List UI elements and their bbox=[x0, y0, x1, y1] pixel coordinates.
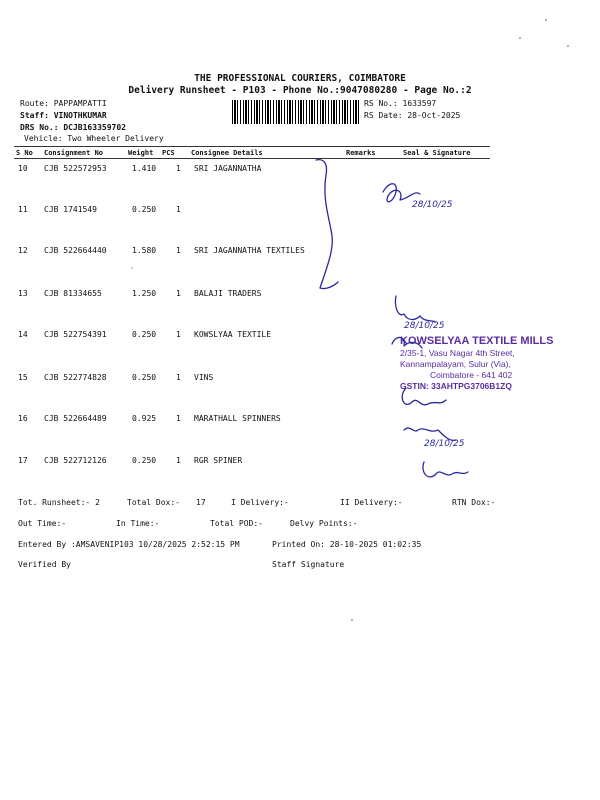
tot-runsheet: Tot. Runsheet:- 2 bbox=[18, 498, 100, 507]
col-remarks: Remarks bbox=[346, 149, 376, 157]
entered-by: Entered By :AMSAVENIP103 10/28/2025 2:52:15 PM bbox=[18, 540, 240, 549]
signature-row11 bbox=[383, 184, 420, 202]
row-pcs: 1 bbox=[176, 373, 181, 382]
col-sno: S No bbox=[16, 149, 33, 157]
stamp-address-2: Kannampalayam, Sulur (Via), bbox=[400, 359, 511, 369]
row-consignee: RGR SPINER bbox=[194, 456, 243, 465]
row-consignee: KOWSLYAA TEXTILE bbox=[194, 330, 272, 339]
row-pcs: 1 bbox=[176, 289, 181, 298]
company-title: THE PROFESSIONAL COURIERS, COIMBATORE bbox=[194, 73, 406, 84]
staff-label: Staff: VINOTHKUMAR bbox=[20, 111, 107, 120]
handwritten-date-1: 28/10/25 bbox=[412, 200, 453, 210]
out-time: Out Time:- bbox=[18, 519, 67, 528]
col-weight: Weight bbox=[128, 149, 154, 157]
stamp-address-3: Coimbatore - 641 402 bbox=[430, 370, 513, 380]
row-weight: 0.250 bbox=[132, 330, 157, 339]
barcode bbox=[232, 100, 360, 124]
total-dox-value: 17 bbox=[196, 498, 206, 507]
row-consignment: CJB 1741549 bbox=[44, 205, 97, 214]
row-sno: 14 bbox=[18, 330, 28, 339]
row-consignee: MARATHALL SPINNERS bbox=[194, 414, 281, 423]
drs-number: DRS No.: DCJB163359702 bbox=[20, 123, 126, 132]
row-sno: 15 bbox=[18, 373, 28, 382]
col-consignee: Consignee Details bbox=[191, 149, 263, 157]
stamp-address-1: 2/35-1, Vasu Nagar 4th Street, bbox=[400, 348, 515, 358]
stamp-gstin: GSTIN: 33AHTPG3706B1ZQ bbox=[400, 381, 512, 391]
in-time: In Time:- bbox=[116, 519, 160, 528]
row-sno: 16 bbox=[18, 414, 28, 423]
vehicle-label: Vehicle: Two Wheeler Delivery bbox=[24, 134, 164, 143]
row-consignment: CJB 522754391 bbox=[44, 330, 107, 339]
col-pcs: PCS bbox=[162, 149, 175, 157]
i-delivery: I Delivery:- bbox=[231, 498, 289, 507]
row-consignee: SRI JAGANNATHA bbox=[194, 164, 262, 173]
delvy-points: Delvy Points:- bbox=[290, 519, 358, 528]
row-weight: 0.250 bbox=[132, 205, 157, 214]
row-consignee: BALAJI TRADERS bbox=[194, 289, 262, 298]
row-pcs: 1 bbox=[176, 330, 181, 339]
row-sno: 13 bbox=[18, 289, 28, 298]
row-weight: 1.250 bbox=[132, 289, 157, 298]
row-consignment: CJB 522774828 bbox=[44, 373, 107, 382]
route-label: Route: PAPPAMPATTI bbox=[20, 99, 107, 108]
rtn-dox: RTN Dox:- bbox=[452, 498, 496, 507]
printed-on: Printed On: 28-10-2025 01:02:35 bbox=[272, 540, 422, 549]
row-sno: 11 bbox=[18, 205, 28, 214]
row-consignee: VINS bbox=[194, 373, 214, 382]
table-row bbox=[0, 456, 600, 470]
stamp-name: KOWSELYAA TEXTILE MILLS bbox=[400, 335, 554, 347]
signature-row16 bbox=[404, 428, 456, 440]
row-pcs: 1 bbox=[176, 205, 181, 214]
verified-by: Verified By bbox=[18, 560, 71, 569]
row-consignment: CJB 522572953 bbox=[44, 164, 107, 173]
table-row bbox=[0, 164, 600, 178]
table-row bbox=[0, 246, 600, 260]
table-row bbox=[0, 289, 600, 303]
row-pcs: 1 bbox=[176, 246, 181, 255]
row-weight: 0.250 bbox=[132, 373, 157, 382]
row-pcs: 1 bbox=[176, 456, 181, 465]
col-consignment: Consignment No bbox=[44, 149, 104, 157]
rs-date: RS Date: 28-Oct-2025 bbox=[364, 111, 461, 120]
row-consignee: SRI JAGANNATHA TEXTILES bbox=[194, 246, 305, 255]
row-weight: 0.925 bbox=[132, 414, 157, 423]
row-pcs: 1 bbox=[176, 414, 181, 423]
ii-delivery: II Delivery:- bbox=[340, 498, 403, 507]
row-sno: 10 bbox=[18, 164, 28, 173]
col-seal: Seal & Signature bbox=[403, 149, 471, 157]
row-consignment: CJB 81334655 bbox=[44, 289, 102, 298]
runsheet-subtitle: Delivery Runsheet - P103 - Phone No.:9047080280 - Page No.:2 bbox=[128, 85, 472, 96]
row-weight: 0.250 bbox=[132, 456, 157, 465]
company-stamp bbox=[400, 334, 575, 392]
bracket-mark bbox=[316, 160, 338, 289]
header-rule-bottom bbox=[14, 158, 490, 159]
row-pcs: 1 bbox=[176, 164, 181, 173]
header-rule-top bbox=[14, 146, 490, 147]
rs-number: RS No.: 1633597 bbox=[364, 99, 437, 108]
handwritten-date-2: 28/10/25 bbox=[404, 321, 445, 331]
table-row bbox=[0, 414, 600, 428]
staff-signature: Staff Signature bbox=[272, 560, 345, 569]
total-dox-label: Total Dox:- bbox=[127, 498, 180, 507]
row-weight: 1.580 bbox=[132, 246, 157, 255]
row-consignment: CJB 522664489 bbox=[44, 414, 107, 423]
row-weight: 1.410 bbox=[132, 164, 157, 173]
row-sno: 17 bbox=[18, 456, 28, 465]
total-pod: Total POD:- bbox=[210, 519, 263, 528]
row-consignment: CJB 522664440 bbox=[44, 246, 107, 255]
row-consignment: CJB 522712126 bbox=[44, 456, 107, 465]
handwritten-date-3: 28/10/25 bbox=[424, 439, 465, 449]
table-row bbox=[0, 205, 600, 219]
row-sno: 12 bbox=[18, 246, 28, 255]
